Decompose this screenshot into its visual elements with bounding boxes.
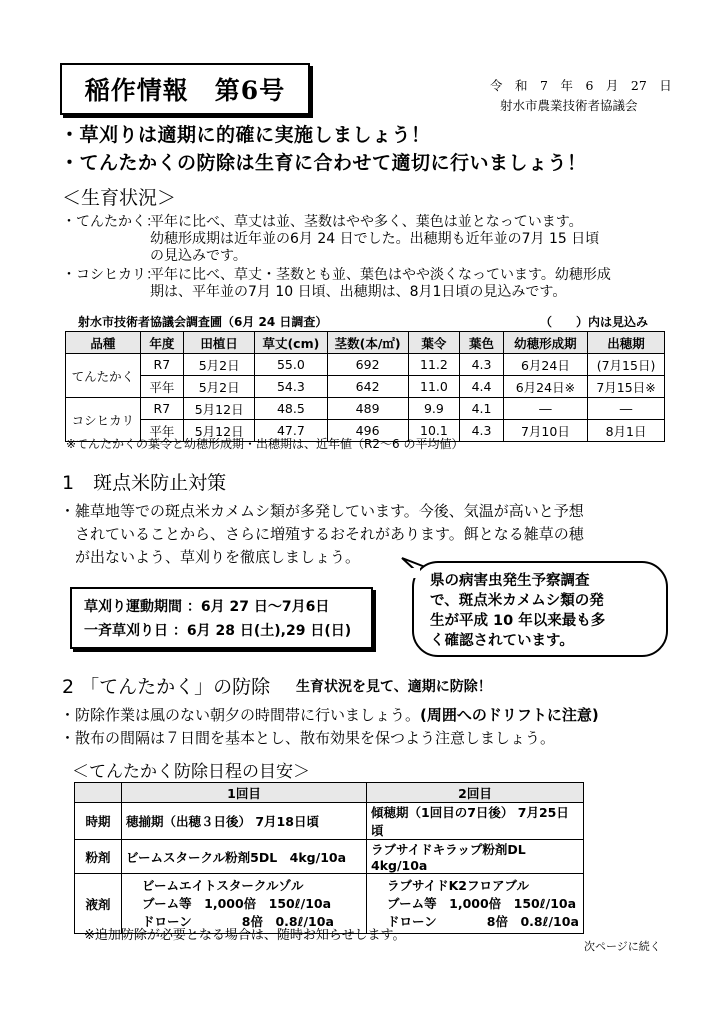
color-cell: 4.3 <box>460 420 504 442</box>
headline-pest-control: ・てんたかくの防除は生育に合わせて適切に行いましょう！ <box>60 152 587 174</box>
panicle-cell: 6月24日※ <box>503 376 587 398</box>
heading-cell: 8月1日 <box>588 420 665 442</box>
table-header-row <box>66 332 665 354</box>
schedule-heading: ＜てんたかく防除日程の目安＞ <box>72 762 310 782</box>
header-panicle-formation: 幼穂形成期 <box>503 332 587 354</box>
planting-cell: 5月12日 <box>184 420 255 442</box>
schedule-header-row <box>75 783 584 803</box>
year-cell: 平年 <box>140 376 183 398</box>
liquid-boom-rate: ブーム等 1,000倍 150ℓ/10a <box>142 895 332 911</box>
header-heading-date: 出穂期 <box>588 332 665 354</box>
koshihikari-label: ・コシヒカリ： <box>62 267 160 283</box>
row-label: 粉剤 <box>75 840 122 874</box>
planting-cell: 5月2日 <box>184 376 255 398</box>
year-cell: 平年 <box>140 420 183 442</box>
panicle-cell: ― <box>503 398 587 420</box>
growth-survey-table <box>65 331 665 442</box>
liquid-drone-rate: ドローン 8倍 0.8ℓ/10a <box>142 913 334 929</box>
height-cell: 48.5 <box>255 398 327 420</box>
issue-date: 令 和 7 年 6 月 27 日 <box>490 78 672 93</box>
row-label: 液剤 <box>75 874 122 934</box>
color-cell: 4.3 <box>460 354 504 376</box>
stems-cell: 496 <box>327 420 408 442</box>
stems-cell: 692 <box>327 354 408 376</box>
variety-cell: コシヒカリ <box>66 398 141 442</box>
callout-text-4: く確認されています。 <box>430 633 574 649</box>
leafage-cell: 11.2 <box>408 354 460 376</box>
callout-text-1: 県の病害虫発生予察調査 <box>430 573 590 589</box>
drift-warning: (周囲へのドリフトに注意) <box>420 706 599 724</box>
header-first-spray: 1回目 <box>122 783 367 803</box>
planting-cell: 5月12日 <box>184 398 255 420</box>
color-cell: 4.4 <box>460 376 504 398</box>
liquid-product: ラブサイドK2フロアブル <box>387 877 530 893</box>
leafage-cell: 11.0 <box>408 376 460 398</box>
page-title: 稲作情報 第6号 <box>60 63 310 115</box>
liquid-boom-rate: ブーム等 1,000倍 150ℓ/10a <box>387 895 577 911</box>
heading-cell: 7月15日※ <box>588 376 665 398</box>
year-cell: R7 <box>140 354 183 376</box>
growth-status-heading: ＜生育状況＞ <box>62 187 177 209</box>
header-leaf-age: 葉令 <box>408 332 460 354</box>
section2-text-2: ・散布の間隔は７日間を基本とし、散布効果を保つよう注意しましょう。 <box>60 729 556 747</box>
heading-cell: ― <box>588 398 665 420</box>
section1-heading: 1 斑点米防止対策 <box>62 472 227 494</box>
color-cell: 4.1 <box>460 398 504 420</box>
additional-spray-note: ※追加防除が必要となる場合は、随時お知らせします。 <box>84 928 406 943</box>
table-row <box>66 354 665 376</box>
table-row <box>75 803 584 840</box>
second-spray-cell: ラブサイドキラップ粉剤DL 4kg/10a <box>367 840 584 874</box>
weeding-period: 草刈り運動期間 ：6月 27 日～7月6日 <box>84 599 330 615</box>
callout-bubble <box>412 561 668 657</box>
row-label: 時期 <box>75 803 122 840</box>
schedule-corner-cell <box>75 783 122 803</box>
callout-joint <box>406 568 420 578</box>
height-cell: 47.7 <box>255 420 327 442</box>
spray-schedule-table <box>74 782 584 934</box>
variety-cell: てんたかく <box>66 354 141 398</box>
survey-caption: 射水市技術者協議会調査圃（6月 24 日調査） <box>78 315 328 329</box>
header-variety: 品種 <box>66 332 141 354</box>
header-second-spray: 2回目 <box>367 783 584 803</box>
section1-text-2: されていることから、さらに増殖するおそれがあります。餌となる雑草の穂 <box>60 525 584 543</box>
header-plant-height: 草丈(cm) <box>255 332 327 354</box>
header-stem-count: 茎数(本/㎡) <box>327 332 408 354</box>
section1-text-1: ・雑草地等での斑点米カメムシ類が多発しています。今後、気温が高いと予想 <box>60 502 584 520</box>
issuing-organization: 射水市農業技術者協議会 <box>500 98 638 113</box>
headline-weeding: ・草刈りは適期に的確に実施しましょう！ <box>60 124 431 146</box>
planting-cell: 5月2日 <box>184 354 255 376</box>
weeding-period-box <box>70 587 373 649</box>
second-spray-cell: 傾穂期（1回目の7日後） 7月25日頃 <box>367 803 584 840</box>
callout-text-2: で、斑点米カメムシ類の発 <box>430 593 604 609</box>
table-row <box>66 376 665 398</box>
koshihikari-text-2: 期は、平年並の7月 10 日頃、出穂期は、8月1日頃の見込みです。 <box>150 284 567 300</box>
weeding-day: 一斉草刈り日 ：6月 28 日(土),29 日(日) <box>84 623 352 639</box>
leafage-cell: 9.9 <box>408 398 460 420</box>
first-spray-cell: ビームスタークル粉剤5DL 4kg/10a <box>122 840 367 874</box>
section2-subheading: 生育状況を見て、適期に防除！ <box>296 679 492 695</box>
liquid-drone-rate: ドローン 8倍 0.8ℓ/10a <box>387 913 579 929</box>
section1-text-3: が出ないよう、草刈りを徹底しましょう。 <box>60 548 361 566</box>
height-cell: 55.0 <box>255 354 327 376</box>
liquid-product: ビームエイトスタークルゾル <box>142 877 304 893</box>
survey-note: ※てんたかくの葉令と幼穂形成期・出穂期は、近年値（R2～6 の平均値） <box>66 437 464 451</box>
leafage-cell: 10.1 <box>408 420 460 442</box>
height-cell: 54.3 <box>255 376 327 398</box>
stems-cell: 642 <box>327 376 408 398</box>
tentakaku-text-2: 幼穂形成期は近年並の6月 24 日でした。出穂期も近年並の7月 15 日頃 <box>150 231 600 247</box>
first-spray-cell: 穂揃期（出穂３日後） 7月18日頃 <box>122 803 367 840</box>
section2-text-1 <box>60 704 599 726</box>
tentakaku-text-3: の見込みです。 <box>150 248 247 264</box>
table-row <box>66 398 665 420</box>
panicle-cell: 6月24日 <box>503 354 587 376</box>
header-year: 年度 <box>140 332 183 354</box>
callout-text-3: 生が平成 10 年以来最も多 <box>430 613 606 629</box>
section2-text-1-main: ・防除作業は風のない朝夕の時間帯に行いましょう。 <box>60 706 421 724</box>
header-leaf-color: 葉色 <box>460 332 504 354</box>
stems-cell: 489 <box>327 398 408 420</box>
tentakaku-text-1: 平年に比べ、草丈は並、茎数はやや多く、葉色は並となっています。 <box>150 214 583 230</box>
heading-cell: (7月15日) <box>588 354 665 376</box>
survey-legend: （ ）内は見込み <box>540 315 649 329</box>
header-planting-date: 田植日 <box>184 332 255 354</box>
koshihikari-text-1: 平年に比べ、草丈・茎数とも並、葉色はやや淡くなっています。幼穂形成 <box>150 267 611 283</box>
continued-next-page: 次ページに続く <box>584 940 661 953</box>
section2-heading: 2 「てんたかく」の防除 <box>62 676 271 698</box>
year-cell: R7 <box>140 398 183 420</box>
panicle-cell: 7月10日 <box>503 420 587 442</box>
tentakaku-label: ・てんたかく： <box>62 214 160 230</box>
table-row <box>75 840 584 874</box>
